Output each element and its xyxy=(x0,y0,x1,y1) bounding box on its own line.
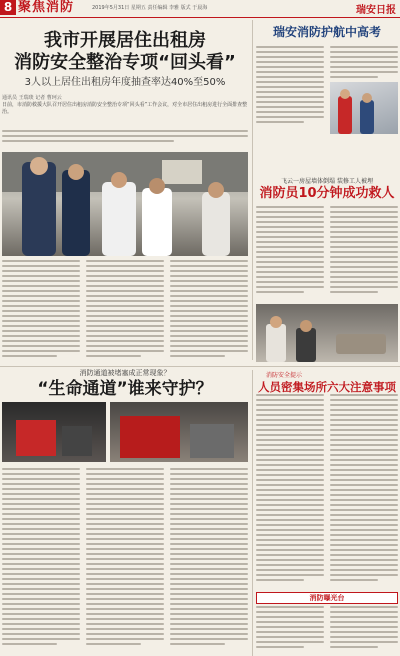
issue-meta: 2019年5月31日 星期五 责任编辑 李雅 版式 于晨海 xyxy=(92,5,208,11)
channel-title: “生命通道”谁来守护？ xyxy=(37,379,213,399)
column-divider xyxy=(252,20,253,360)
channel-kicker: 消防通道被堵塞成正常现象？ xyxy=(79,369,171,377)
channel-photo-left xyxy=(2,402,106,462)
right-mid-article xyxy=(256,176,398,362)
lead-subtitle: 3人以上居住出租房年度抽查率达40%至50% xyxy=(24,77,226,88)
exposure-banner-label: 消防曝光台 xyxy=(309,594,345,602)
lead-article xyxy=(2,30,248,150)
channel-photo-right xyxy=(110,402,248,462)
right-top-photo xyxy=(330,82,398,134)
right-top-article xyxy=(256,24,398,174)
lead-photo xyxy=(2,152,248,256)
market-article xyxy=(256,370,398,590)
market-title: 人员密集场所六大注意事项 xyxy=(258,380,396,394)
section-divider xyxy=(0,366,400,367)
lead-title-line2: 消防安全整治专项“回头看” xyxy=(14,52,236,73)
page-header xyxy=(0,0,400,17)
exposure-banner xyxy=(256,592,398,604)
channel-article xyxy=(2,368,248,656)
header-rule xyxy=(0,17,400,18)
newspaper-logo: 瑞安日报 xyxy=(356,5,396,16)
lead-title-line1: 我市开展居住出租房 xyxy=(44,30,206,51)
rescue-photo xyxy=(256,304,398,362)
exposure-body xyxy=(256,606,398,654)
section-title: 聚焦消防 xyxy=(18,0,75,15)
lead-body xyxy=(2,260,248,365)
lead-byline: 通讯员 王瑞琰 记者 曹珂云 xyxy=(2,95,62,101)
lower-column-divider xyxy=(252,370,253,656)
page-number: 8 xyxy=(0,0,16,15)
lead-intro: 日前，市消防救援大队召开居住出租房消防安全整治专项“回头看”工作会议，对全市居住出租房进行全面排查整治。 xyxy=(2,102,248,115)
right-top-title: 瑞安消防护航中高考 xyxy=(272,25,381,39)
right-mid-title: 消防员10分钟成功救人 xyxy=(259,186,395,201)
inspection-scene-illustration xyxy=(2,152,248,256)
right-mid-kicker: 飞云一房屋墙体倒塌 装修工人被埋 xyxy=(281,178,373,185)
market-kicker: 消防安全提示 xyxy=(266,372,303,379)
